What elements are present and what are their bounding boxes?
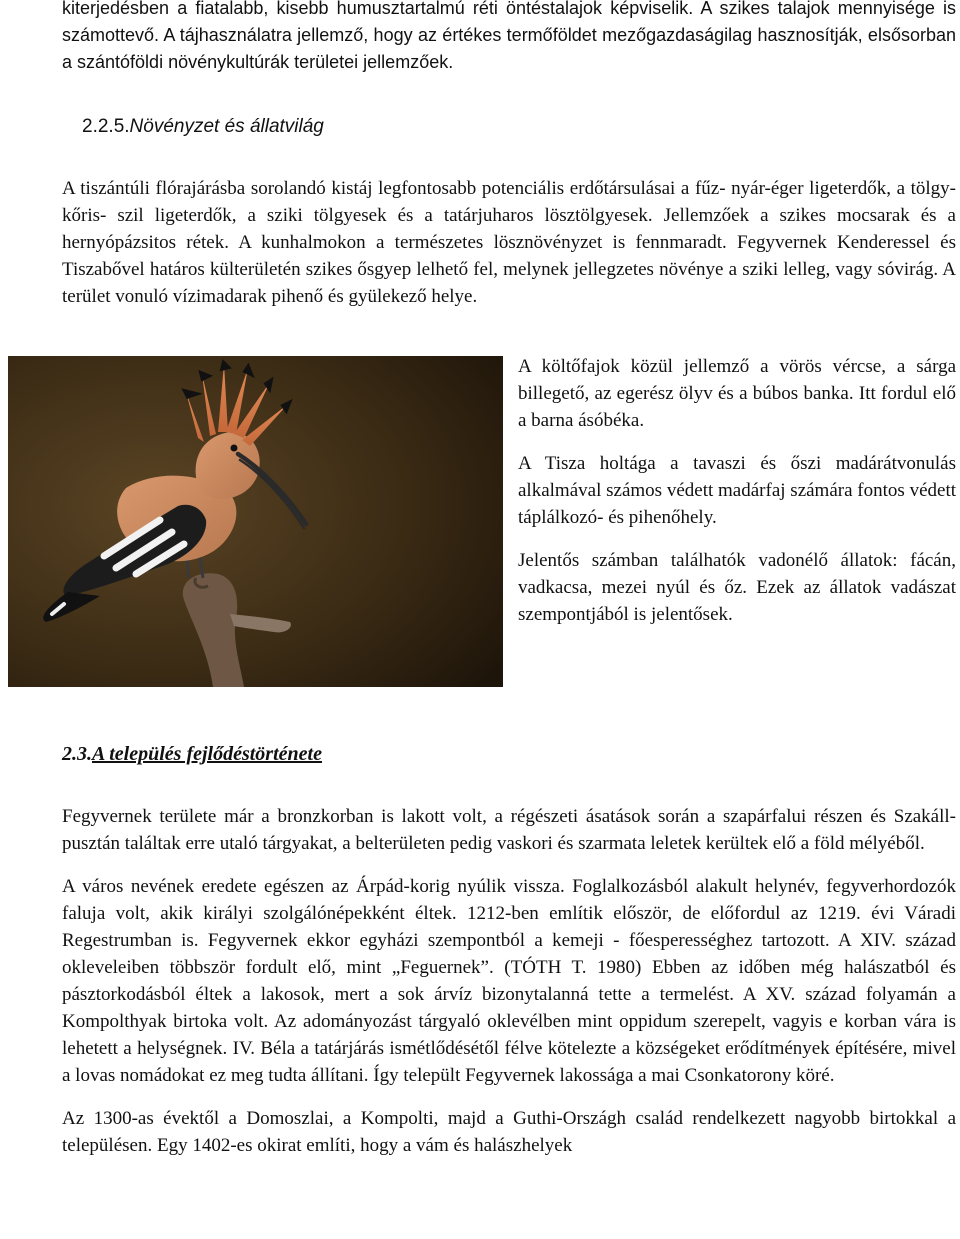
fauna-paragraph-migration: A Tisza holtága a tavaszi és őszi madárátvonulás alkalmával számos védett madárfaj számára fontos védett táplálkozó- és pihenőhely.	[518, 453, 956, 528]
fauna-column	[518, 353, 956, 628]
fauna-paragraph-breeders: A költőfajok közül jellemző a vörös vércse, a sárga billegető, az egerész ölyv és a búbos banka. Itt fordul elő a barna ásóbéka.	[518, 356, 956, 431]
intro-paragraph: kiterjedésben a fiatalabb, kisebb humusztartalmú réti öntéstalajok képviselik. A szikes talajok mennyisége is számottevő. A tájhasználatra jellemző, hogy az értékes termőföldet mezőgazdaságilag hasznosítják, elsősorban a szántóföldi növénykultúrák területei jellemzőek.	[62, 0, 956, 72]
section-heading-2-2-5	[82, 116, 324, 138]
fauna-paragraph-game: Jelentős számban találhatók vadonélő állatok: fácán, vadkacsa, mezei nyúl és őz. Ezek az állatok vadászat szempontjából is jelentősek.	[518, 550, 956, 625]
hoopoe-illustration	[8, 356, 503, 687]
hoopoe-photo	[8, 356, 503, 687]
history-paragraph-bronze-age: Fegyvernek területe már a bronzkorban is lakott volt, a régészeti ásatások során a szapárfalui részen és Szakáll-pusztán találtak erre utaló tárgyakat, a belterületen pedig vaskori és szarmata leletek kerültek elő a föld mélyéből.	[62, 806, 956, 854]
section-heading-2-3	[62, 743, 322, 766]
intro-paragraph-block	[62, 0, 956, 76]
section-number: 2.3.	[62, 743, 92, 765]
history-section	[62, 803, 956, 1159]
section-number: 2.2.5.	[82, 116, 130, 137]
history-paragraph-name-origin: A város nevének eredete egészen az Árpád-korig nyúlik vissza. Foglalkozásból alakult helynév, fegyverhordozók faluja volt, akik királyi szolgálónépekként éltek. 1212-ben említik először, de előfordul az 1219. évi Váradi Regestrumban is. Fegyvernek ekkor egyházi szempontból a kemeji - főesperességhez tartozott. A XIV. század okleveleiben többször fordult elő, mint „Feguernek”. (TÓTH T. 1980) Ebben az időben még halászatból és pásztorkodásból éltek a lakosok, mert a sok árvíz bizonytalanná tette a termelést. A XV. század folyamán a Kompolthyak birtoka volt. Az adományozást tárgyaló oklevélben mint oppidum szerepelt, vagyis e korban vára is lehetett a helységnek. IV. Béla a tatárjárás ismétlődésétől félve kötelezte a községeket erődítmények építésére, mivel a lovas nomádokat ez meg tudta állítani. Így települt Fegyvernek lakossága a mai Csonkatorony köré.	[62, 876, 956, 1086]
flora-paragraph-block	[62, 175, 956, 310]
history-paragraph-estates: Az 1300-as évektől a Domoszlai, a Kompolti, majd a Guthi-Országh család rendelkezett nagyobb birtokkal a településen. Egy 1402-es okirat említi, hogy a vám és halászhelyek	[62, 1108, 956, 1156]
section-title: Növényzet és állatvilág	[129, 116, 324, 137]
flora-paragraph: A tiszántúli flórajárásba sorolandó kistáj legfontosabb potenciális erdőtársulásai a fűz- nyár-éger ligeterdők, a tölgy- kőris- szil ligeterdők, a sziki tölgyesek és a tatárjuharos lösztölgyesek. Jellemzőek a szikes mocsarak és a hernyópázsitos rétek. A kunhalmokon a természetes lösznövényzet is fennmaradt. Fegyvernek Kenderessel és Tiszabővel határos külterületén szikes ősgyep lelhető fel, melynek jellegzetes növénye a sziki lelleg, vagy sóvirág. A terület vonuló vízimadarak pihenő és gyülekező helye.	[62, 178, 956, 307]
section-title: A település fejlődéstörténete	[92, 743, 322, 765]
